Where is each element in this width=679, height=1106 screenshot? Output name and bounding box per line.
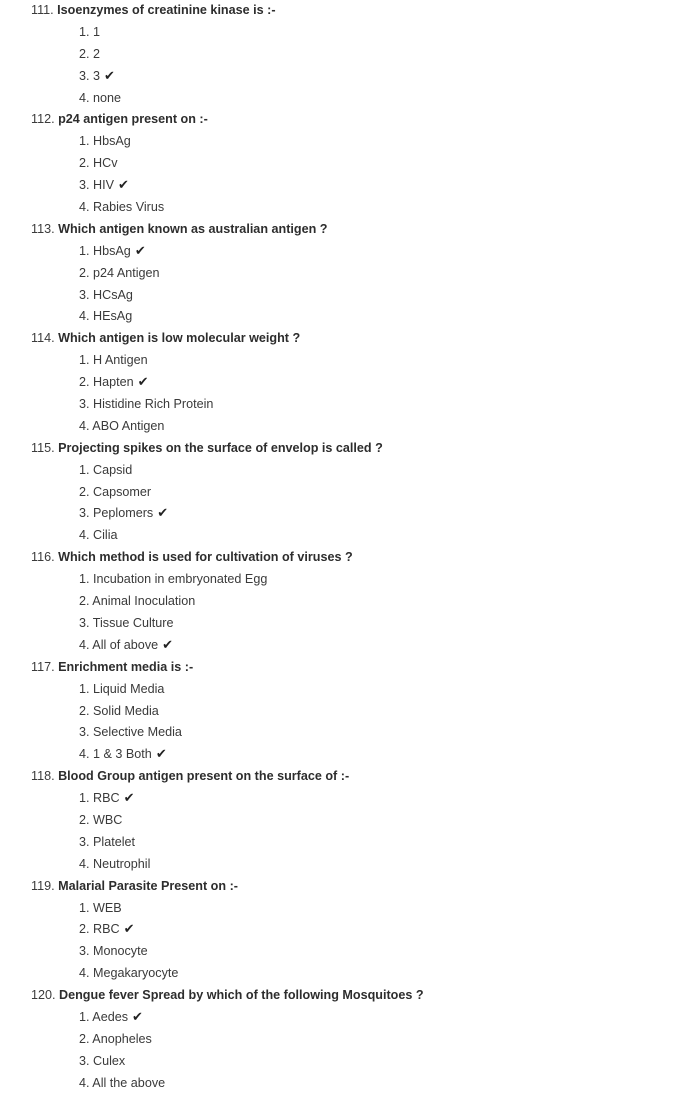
question-text: Enrichment media is :- <box>58 659 194 674</box>
answer-option <box>0 1073 679 1095</box>
answer-option-label: 2. Solid Media <box>79 703 159 718</box>
answer-option-label: 3. 3 <box>79 68 101 83</box>
answer-option-label: 1. Liquid Media <box>79 681 165 696</box>
answer-option-label: 4. HEsAg <box>79 309 133 324</box>
answer-option-label: 4. Rabies Virus <box>79 200 165 215</box>
question-block <box>0 219 679 328</box>
answer-option <box>0 22 679 44</box>
question-text: Which antigen known as australian antigen ? <box>58 221 328 236</box>
answer-option <box>0 175 679 197</box>
question-number: 114. <box>31 331 55 346</box>
answer-option-label: 3. HIV <box>79 178 114 193</box>
answer-option <box>0 460 679 482</box>
answer-option-label: 2. Animal Inoculation <box>79 594 196 609</box>
question-number: 113. <box>31 221 55 236</box>
question-text: p24 antigen present on :- <box>58 112 208 127</box>
answer-option <box>0 832 679 854</box>
question-line <box>0 219 679 241</box>
question-number: 119. <box>31 878 55 893</box>
answer-option <box>0 285 679 307</box>
question-line <box>0 766 679 788</box>
answer-option-label: 2. 2 <box>79 46 101 61</box>
answer-option <box>0 525 679 547</box>
question-number: 120. <box>31 988 56 1003</box>
answer-option-label: 3. Tissue Culture <box>79 615 174 630</box>
answer-option <box>0 416 679 438</box>
answer-option <box>0 1029 679 1051</box>
question-line <box>0 438 679 460</box>
answer-option-label: 4. Megakaryocyte <box>79 966 179 981</box>
check-mark-icon: ✔ <box>157 506 169 522</box>
answer-option-label: 1. WEB <box>79 900 122 915</box>
question-line <box>0 0 679 22</box>
question-block <box>0 766 679 875</box>
answer-option <box>0 744 679 766</box>
answer-option <box>0 263 679 285</box>
check-mark-icon: ✔ <box>132 1009 143 1025</box>
question-text: Isoenzymes of creatinine kinase is :- <box>57 3 276 17</box>
answer-option-label: 4. All of above <box>79 637 159 652</box>
answer-option <box>0 306 679 328</box>
question-text: Blood Group antigen present on the surface of :- <box>58 769 350 784</box>
answer-option-label: 4. Cilia <box>79 528 118 543</box>
question-text: Malarial Parasite Present on :- <box>58 878 238 893</box>
answer-option-label: 4. none <box>79 90 122 105</box>
check-mark-icon: ✔ <box>134 243 146 259</box>
answer-option-label: 3. Selective Media <box>79 725 182 740</box>
question-block <box>0 985 679 1094</box>
answer-option <box>0 372 679 394</box>
answer-option <box>0 810 679 832</box>
check-mark-icon: ✔ <box>137 375 149 391</box>
answer-option-label: 1. HbsAg <box>79 134 131 149</box>
question-block <box>0 109 679 218</box>
answer-option-label: 4. ABO Antigen <box>79 418 165 433</box>
check-mark-icon: ✔ <box>162 637 174 653</box>
check-mark-icon: ✔ <box>104 68 115 84</box>
question-line <box>0 876 679 898</box>
question-number: 118. <box>31 769 55 784</box>
answer-option <box>0 44 679 66</box>
question-number: 116. <box>31 550 55 565</box>
answer-option-label: 2. Capsomer <box>79 484 152 499</box>
answer-option <box>0 788 679 810</box>
question-number: 111. <box>31 3 54 17</box>
answer-option <box>0 66 679 88</box>
answer-option-label: 2. Anopheles <box>79 1031 152 1046</box>
answer-option <box>0 919 679 941</box>
question-block <box>0 876 679 985</box>
check-mark-icon: ✔ <box>123 922 135 938</box>
check-mark-icon: ✔ <box>123 791 135 807</box>
question-number: 117. <box>31 659 55 674</box>
answer-option-label: 4. 1 & 3 Both <box>79 747 152 762</box>
answer-option-label: 1. Capsid <box>79 462 133 477</box>
question-block <box>0 547 679 656</box>
answer-option <box>0 1007 679 1029</box>
answer-option-label: 2. HCv <box>79 156 118 171</box>
answer-option-label: 3. Monocyte <box>79 944 148 959</box>
question-block <box>0 657 679 766</box>
check-mark-icon: ✔ <box>118 178 129 194</box>
answer-option-label: 3. Histidine Rich Protein <box>79 397 214 412</box>
answer-option <box>0 722 679 744</box>
answer-option <box>0 131 679 153</box>
question-text: Which method is used for cultivation of viruses ? <box>58 550 353 565</box>
question-line <box>0 547 679 569</box>
answer-option-label: 1. RBC <box>79 791 120 806</box>
question-block <box>0 438 679 547</box>
answer-option <box>0 569 679 591</box>
answer-option-label: 2. Hapten <box>79 375 134 390</box>
answer-option <box>0 241 679 263</box>
answer-option <box>0 482 679 504</box>
answer-option <box>0 197 679 219</box>
answer-option <box>0 898 679 920</box>
answer-option-label: 2. WBC <box>79 812 123 827</box>
question-line <box>0 985 679 1007</box>
check-mark-icon: ✔ <box>155 747 167 763</box>
answer-option <box>0 1051 679 1073</box>
question-text: Projecting spikes on the surface of envelop is called ? <box>58 440 383 455</box>
question-block <box>0 0 679 109</box>
question-line <box>0 657 679 679</box>
answer-option <box>0 854 679 876</box>
answer-option <box>0 613 679 635</box>
answer-option-label: 3. Platelet <box>79 834 136 849</box>
answer-option <box>0 503 679 525</box>
answer-option <box>0 635 679 657</box>
answer-option <box>0 591 679 613</box>
answer-option-label: 1. Aedes <box>79 1009 129 1024</box>
question-line <box>0 328 679 350</box>
answer-option <box>0 394 679 416</box>
question-number: 112. <box>31 112 55 127</box>
question-block <box>0 328 679 437</box>
answer-option <box>0 963 679 985</box>
answer-option <box>0 941 679 963</box>
question-number: 115. <box>31 440 55 455</box>
question-line <box>0 109 679 131</box>
answer-option-label: 4. Neutrophil <box>79 856 151 871</box>
answer-option <box>0 350 679 372</box>
answer-option-label: 3. HCsAg <box>79 287 133 302</box>
answer-option-label: 3. Culex <box>79 1053 126 1068</box>
answer-option <box>0 701 679 723</box>
answer-option-label: 1. 1 <box>79 24 101 39</box>
answer-option-label: 3. Peplomers <box>79 506 154 521</box>
answer-option-label: 2. p24 Antigen <box>79 265 160 280</box>
question-text: Which antigen is low molecular weight ? <box>58 331 301 346</box>
answer-option-label: 1. H Antigen <box>79 353 148 368</box>
answer-option-label: 1. HbsAg <box>79 243 131 258</box>
answer-option-label: 2. RBC <box>79 922 120 937</box>
answer-option <box>0 88 679 110</box>
answer-option-label: 4. All the above <box>79 1075 166 1090</box>
answer-option <box>0 153 679 175</box>
answer-option <box>0 679 679 701</box>
answer-option-label: 1. Incubation in embryonated Egg <box>79 572 268 587</box>
question-text: Dengue fever Spread by which of the following Mosquitoes ? <box>59 988 424 1003</box>
